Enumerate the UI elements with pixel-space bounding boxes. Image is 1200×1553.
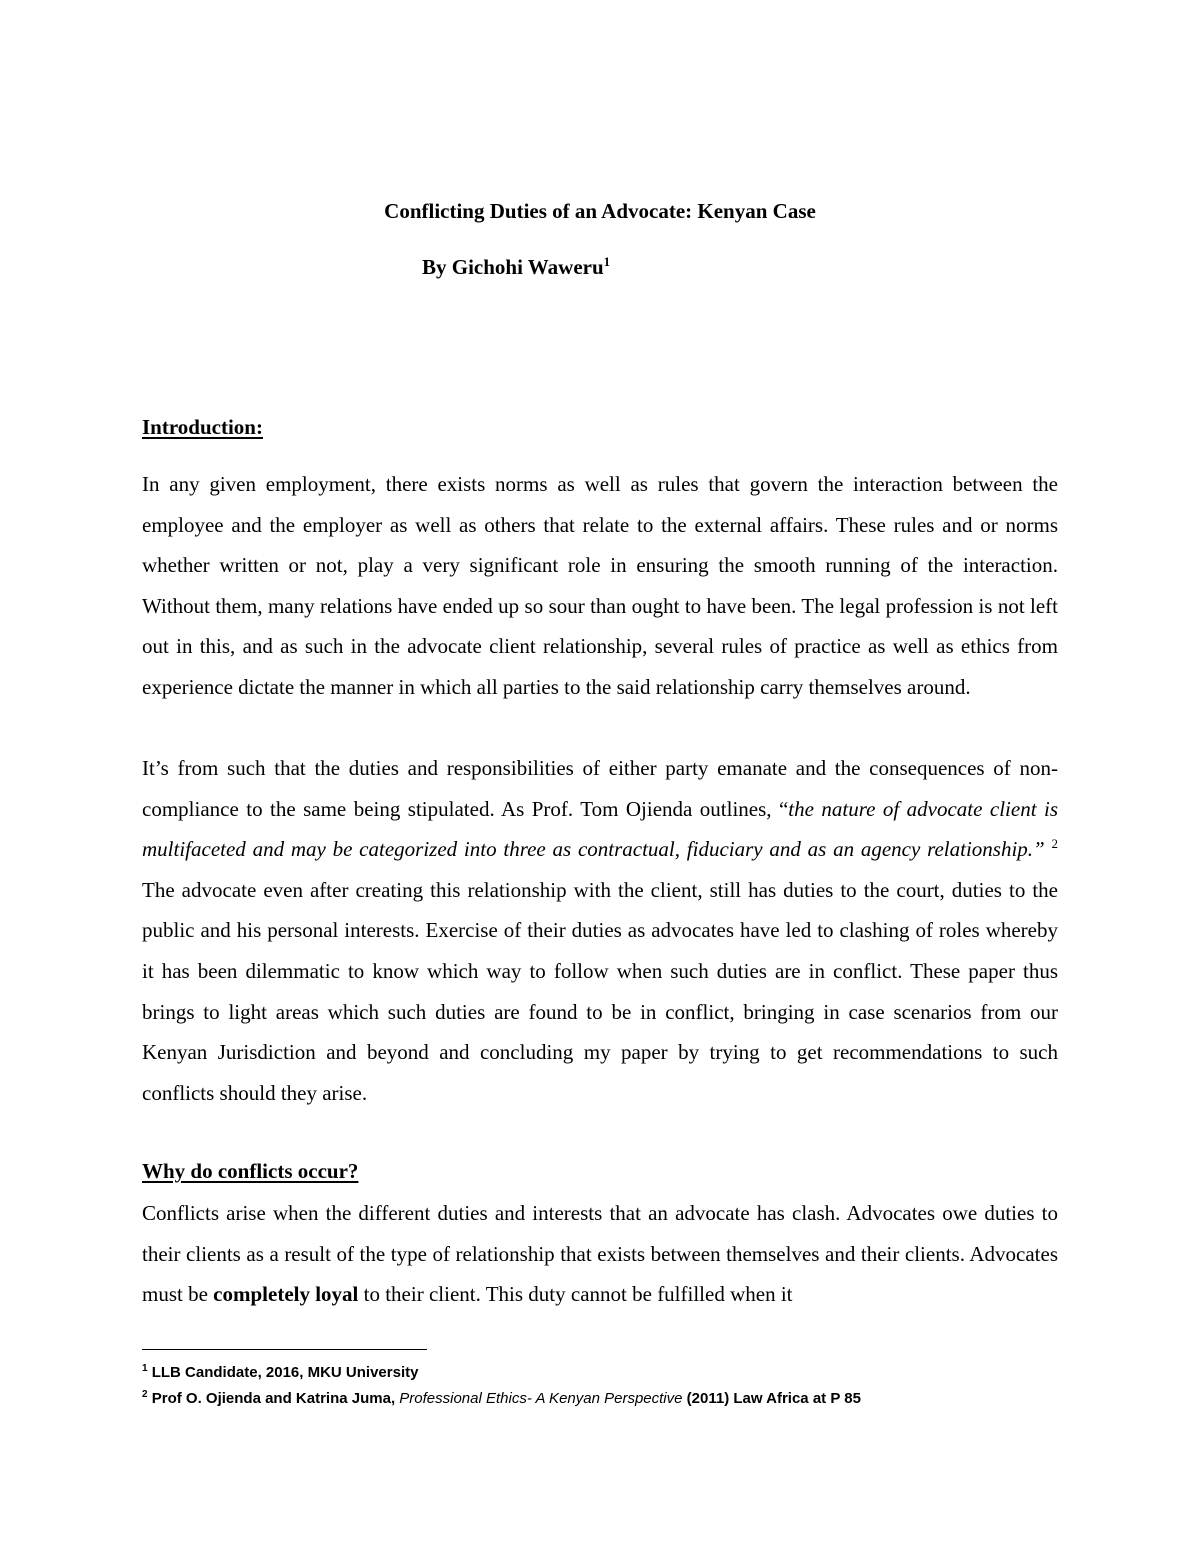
- intro-paragraph-1: [142, 464, 1058, 708]
- footnote-2: [142, 1386, 861, 1412]
- document-title: Conflicting Duties of an Advocate: Kenyan Case: [384, 199, 816, 223]
- completely-loyal-emphasis: completely loyal: [213, 1282, 359, 1307]
- intro-paragraph-2-end: The advocate even after creating this relationship with the client, still has duties to the court, duties to the public and his personal interests. Exercise of their duties as advocates have led to clashing of roles whereby it has been dilemmatic to know which way to follow when such duties are in conflict. These paper thus brings to light areas which such duties are found to be in conflict, bringing in case scenarios from our Kenyan Jurisdiction and beyond and concluding my paper by trying to get recommendations to such conflicts should they arise.: [142, 877, 1058, 1105]
- intro-paragraph-2-start: It’s from such that the duties and responsibilities of either party emanate and the consequences of non-compliance to the same being stipulated. As Prof. Tom Ojienda outlines, “: [142, 756, 1058, 821]
- footnote-2-post: (2011) Law Africa at P 85: [682, 1390, 861, 1407]
- footnote-2-book-title: Professional Ethics- A Kenyan Perspective: [399, 1390, 683, 1407]
- author-line: [422, 252, 610, 282]
- footnote-2-number: 2: [142, 1389, 148, 1400]
- why-paragraph-1-start: Conflicts arise when the different duties and interests that an advocate has clash. Advocates owe duties to their clients as a result of the type of relationship that exists between themselves and their clients. Advocates must be: [142, 1201, 1058, 1307]
- footnote-1: [142, 1360, 861, 1386]
- intro-paragraph-1-text: In any given employment, there exists norms as well as rules that govern the interaction between the employee and the employer as well as others that relate to the external affairs. These rules and or norms whether written or not, play a very significant role in ensuring the smooth running of the interaction. Without them, many relations have ended up so sour than ought to have been. The legal profession is not left out in this, and as such in the advocate client relationship, several rules of practice as well as ethics from experience dictate the manner in which all parties to the said relationship carry themselves around.: [142, 472, 1058, 699]
- footnote-separator: [142, 1349, 427, 1350]
- introduction-heading: Introduction:: [142, 415, 263, 439]
- footnote-1-text: LLB Candidate, 2016, MKU University: [147, 1364, 419, 1381]
- footnote-ref-1: 1: [603, 254, 611, 269]
- intro-paragraph-2: [142, 748, 1058, 1113]
- footnote-1-number: 1: [142, 1363, 148, 1374]
- why-paragraph-1: [142, 1193, 1058, 1315]
- ojienda-quote: the nature of advocate client is multifaceted and may be categorized into three as contractual, fiduciary and as an agency relationship.”: [142, 796, 1058, 862]
- author-name: By Gichohi Waweru: [422, 255, 604, 279]
- footnotes: [142, 1360, 861, 1412]
- footnote-2-pre: Prof O. Ojienda and Katrina Juma,: [147, 1390, 400, 1407]
- footnote-ref-2: 2: [1051, 836, 1059, 852]
- why-paragraph-1-end: to their client. This duty cannot be fulfilled when it: [358, 1282, 793, 1307]
- why-conflicts-heading: Why do conflicts occur?: [142, 1159, 359, 1183]
